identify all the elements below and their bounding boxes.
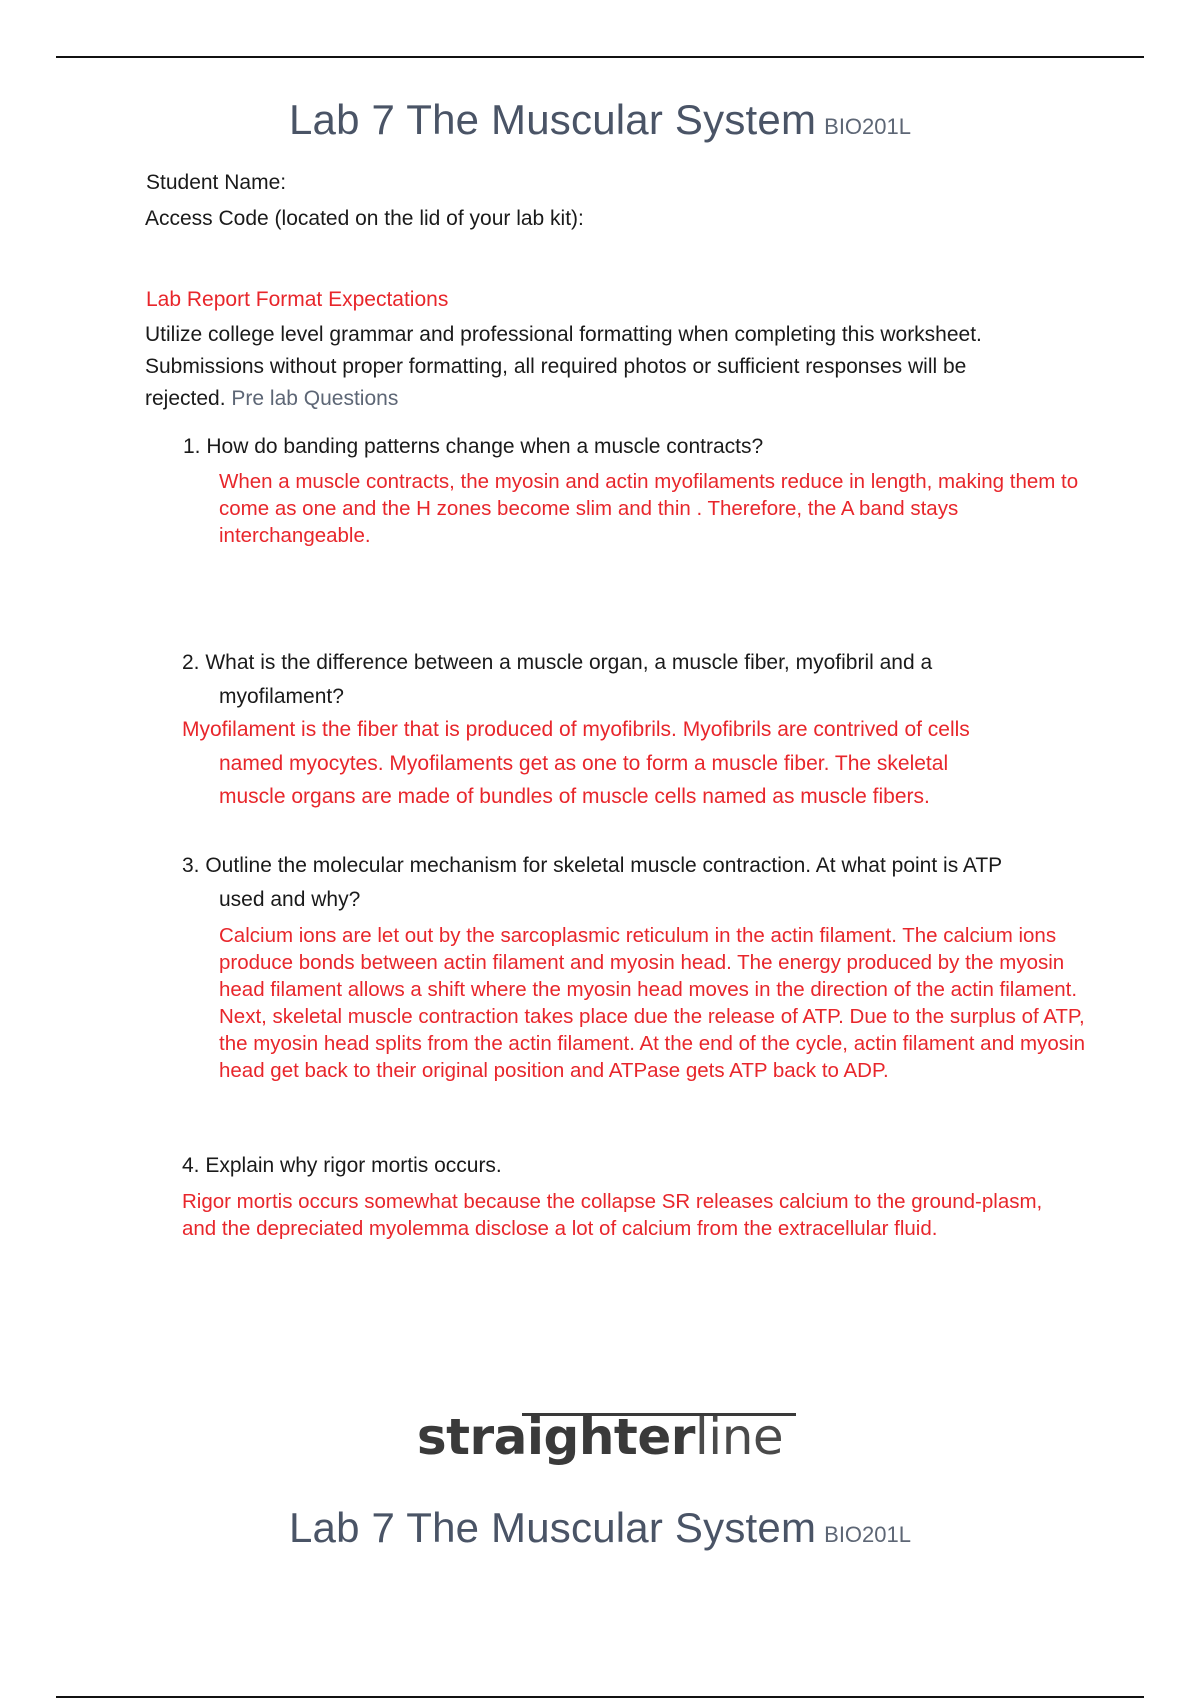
top-rule bbox=[56, 56, 1144, 58]
answer-1: When a muscle contracts, the myosin and actin myofilaments reduce in length, making them to come as one and the H zones become slim and thin . Therefore, the A band stays interchangeable. bbox=[219, 470, 1079, 547]
student-name-label: Student Name: bbox=[146, 171, 287, 194]
logo-light-text: line bbox=[694, 1408, 784, 1466]
bottom-rule bbox=[56, 1696, 1144, 1698]
course-code: BIO201L bbox=[824, 114, 911, 139]
format-line-1: Utilize college level grammar and professional formatting when completing this worksheet. bbox=[145, 323, 982, 346]
question-2-line-1: 2. What is the difference between a muscle organ, a muscle fiber, myofibril and a bbox=[182, 651, 933, 674]
page-title-text: Lab 7 The Muscular System bbox=[289, 96, 817, 143]
answer-4: Rigor mortis occurs somewhat because the collapse SR releases calcium to the ground-plasm, and the depreciated myolemma disclose a lot of calcium from the extracellular fluid. bbox=[182, 1190, 1043, 1240]
answer-2-line-3: muscle organs are made of bundles of muscle cells named as muscle fibers. bbox=[219, 785, 930, 808]
question-4: 4. Explain why rigor mortis occurs. bbox=[182, 1154, 502, 1177]
access-code-label: Access Code (located on the lid of your lab kit): bbox=[145, 207, 584, 230]
question-3-line-1: 3. Outline the molecular mechanism for skeletal muscle contraction. At what point is ATP bbox=[182, 854, 1003, 877]
question-1: 1. How do banding patterns change when a muscle contracts? bbox=[183, 435, 764, 458]
footer-course-code: BIO201L bbox=[824, 1522, 911, 1547]
answer-3: Calcium ions are let out by the sarcoplasmic reticulum in the actin filament. The calcium ions produce bonds between actin filament and myosin head. The energy produced by the myosin head filament allows a shift where the myosin head moves in the direction of the actin filament. Next, skeletal muscle contraction takes place due the release of ATP. Due to the surplus of ATP, the myosin head splits from the actin filament. At the end of the cycle, actin filament and myosin head get back to their original position and ATPase gets ATP back to ADP. bbox=[219, 924, 1085, 1082]
logo-bold-text: straighter bbox=[416, 1408, 695, 1466]
format-line-2: Submissions without proper formatting, all required photos or sufficient responses will be bbox=[145, 355, 967, 378]
answer-2-line-1: Myofilament is the fiber that is produced of myofibrils. Myofibrils are contrived of cells bbox=[182, 718, 970, 741]
format-line-3 bbox=[145, 386, 398, 412]
format-heading: Lab Report Format Expectations bbox=[146, 288, 449, 311]
question-2-line-2: myofilament? bbox=[219, 685, 344, 708]
pre-lab-heading: Pre lab Questions bbox=[231, 387, 399, 410]
question-3-line-2: used and why? bbox=[219, 888, 361, 911]
straighterline-logo bbox=[0, 1408, 1200, 1466]
footer-title-text: Lab 7 The Muscular System bbox=[289, 1504, 817, 1551]
answer-2-line-2: named myocytes. Myofilaments get as one to form a muscle fiber. The skeletal bbox=[219, 752, 949, 775]
page-title bbox=[0, 96, 1200, 144]
footer-title bbox=[0, 1504, 1200, 1552]
rejected-text: rejected. bbox=[145, 387, 226, 410]
